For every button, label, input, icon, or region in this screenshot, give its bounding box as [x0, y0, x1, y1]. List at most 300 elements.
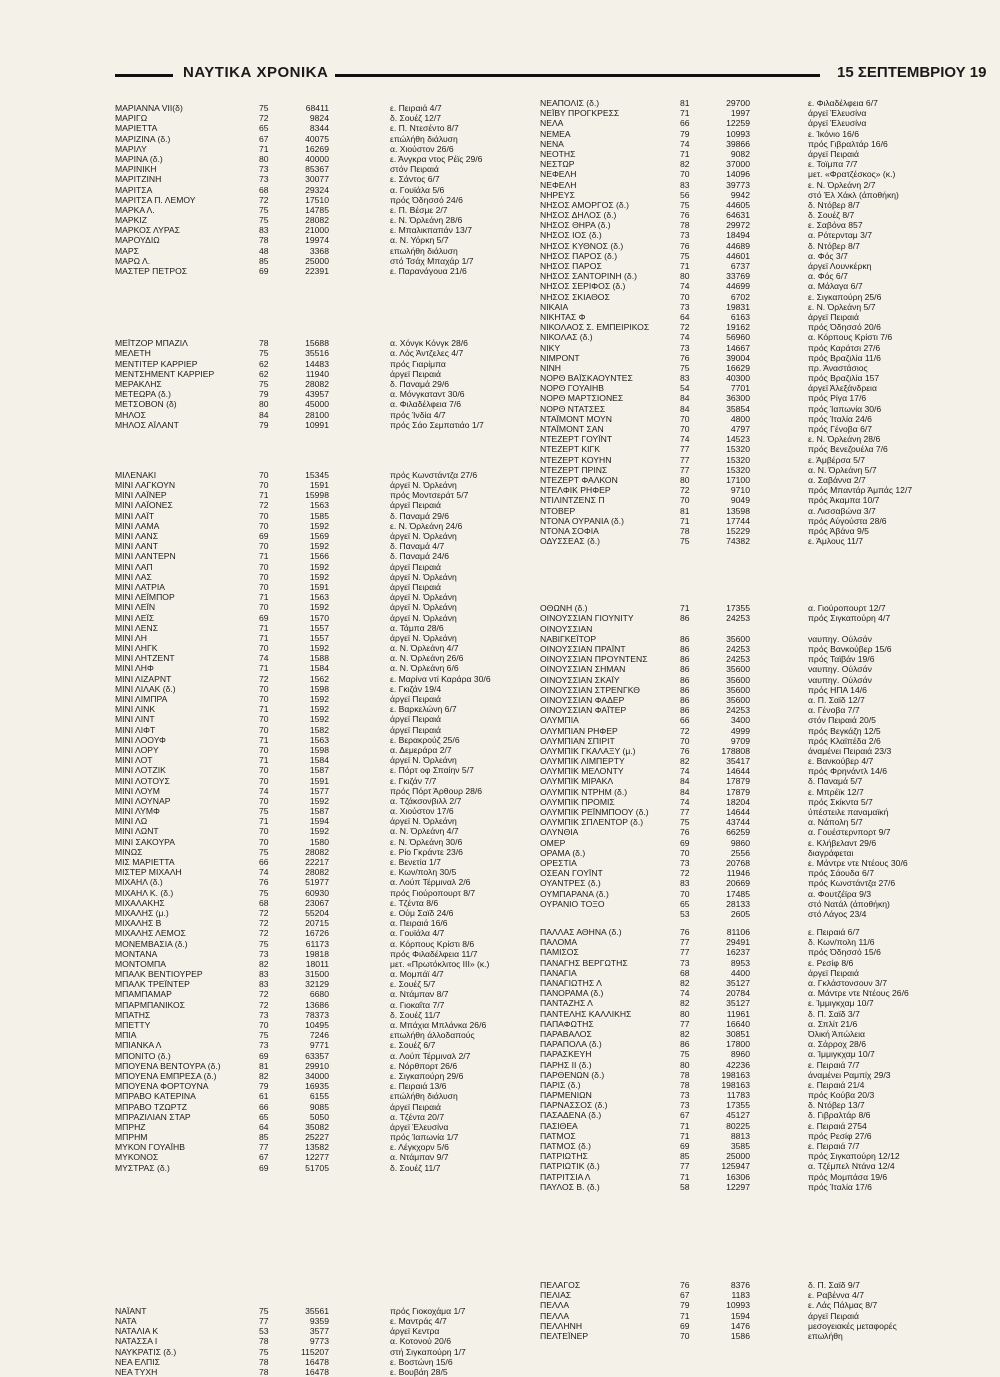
build-year: 85 — [259, 1132, 269, 1143]
ship-name: ΠΑΜΙΣΟΣ — [540, 947, 579, 958]
tonnage: 1592 — [309, 520, 329, 531]
ship-row — [540, 705, 990, 715]
tonnage: 9359 — [309, 1316, 329, 1326]
build-year: 69 — [259, 1162, 269, 1173]
build-year: 70 — [259, 683, 269, 694]
ship-status: α. Ν. Όρλεάνη 26/6 — [390, 653, 464, 664]
ship-row — [115, 348, 533, 358]
ship-name: ΟΛΥΜΠΙΚ ΠΡΟΜΙΣ — [540, 796, 615, 807]
ship-status: στό Νατάλ (άποθήκη) — [808, 898, 890, 909]
ship-name: ΝΕΪΒΥ ΠΡΟΓΚΡΕΣΣ — [540, 108, 620, 119]
tonnage: 56960 — [726, 332, 750, 343]
tonnage: 11940 — [305, 368, 329, 379]
ship-status: α. Σαβάννα 2/7 — [808, 474, 866, 485]
ship-row — [115, 359, 533, 369]
tonnage: 17510 — [305, 194, 329, 205]
build-year: 71 — [259, 704, 269, 715]
ship-status: ε. Σάντος 6/7 — [390, 174, 440, 185]
ship-status: διαγράφεται — [808, 847, 854, 858]
ship-status: ε. Ρίο Γκράντε 23/6 — [390, 846, 463, 857]
ship-name: ΠΑΡΑΒΑΛΟΣ — [540, 1028, 592, 1039]
tonnage: 9771 — [309, 1040, 329, 1051]
ship-name: ΟΙΝΟΥΣΣΙΑΝ ΦΑΪΤΕΡ — [540, 705, 627, 716]
ship-row — [540, 393, 990, 403]
ship-row — [540, 827, 990, 837]
tonnage: 1577 — [309, 785, 329, 796]
ship-status: ύπέστειλε παναμαϊκή — [808, 807, 889, 817]
tonnage: 15345 — [305, 469, 329, 480]
ship-row — [540, 958, 990, 968]
ship-row — [540, 169, 990, 179]
ship-name: ΝΗΣΟΣ ΘΗΡΑ (δ.) — [540, 220, 611, 231]
ship-status: άργεϊ Πειραιά — [390, 368, 441, 379]
ship-row — [115, 653, 533, 663]
tonnage: 9082 — [730, 148, 750, 159]
ship-status: α. Χιούστον 26/6 — [390, 143, 454, 154]
ship-row — [540, 526, 990, 536]
ship-status: άργεϊ Λουνκέρκη — [808, 261, 872, 271]
tonnage: 29700 — [726, 98, 750, 108]
ship-status: ε. Πειραιά 6/7 — [808, 927, 860, 938]
ship-row — [540, 1151, 990, 1161]
ship-status: ε. Ν. Όρλεάνη 28/6 — [390, 215, 463, 226]
ship-status: επωλήθη — [808, 1330, 843, 1341]
ship-row — [115, 1061, 533, 1071]
build-year: 75 — [680, 362, 690, 373]
ship-row — [540, 664, 990, 674]
ship-status: ε. Ούμ Σαϊδ 24/6 — [390, 907, 454, 918]
build-year: 71 — [259, 622, 269, 633]
ship-name: ΜΙΝΩΣ — [115, 846, 143, 857]
issue-date: 15 ΣΕΠΤΕΜΒΡΙΟΥ 19 — [837, 64, 987, 81]
build-year: 73 — [680, 957, 690, 968]
ship-name: ΜΕΤΕΩΡΑ (δ.) — [115, 389, 171, 400]
build-year: 77 — [680, 937, 690, 948]
tonnage: 1594 — [730, 1310, 750, 1321]
ship-row — [115, 888, 533, 898]
ship-row — [540, 603, 990, 613]
ship-status: πρός Σιγκαπούρη 4/7 — [808, 613, 891, 624]
tonnage: 9824 — [309, 113, 329, 124]
build-year: 71 — [680, 1310, 690, 1321]
ship-name: ΟΙΝΟΥΣΣΙΑΝ — [540, 623, 593, 634]
ship-row — [540, 889, 990, 899]
ship-name: ΜΠΡΑΒΟ ΚΑΤΕΡΙΝΑ — [115, 1091, 196, 1102]
build-year: 70 — [680, 495, 690, 506]
ship-row — [115, 989, 533, 999]
tonnage: 178808 — [721, 745, 750, 756]
ship-status: πρός Άβάνα 9/5 — [808, 525, 869, 536]
ship-name: ΝΗΣΟΣ ΠΑΡΟΣ (δ.) — [540, 250, 618, 261]
ship-status: πρός ΗΠΑ 14/6 — [808, 684, 867, 695]
ship-name: ΜΕΝΤΙΤΕΡ ΚΑΡΡΙΕΡ — [115, 358, 198, 369]
tonnage: 28082 — [305, 846, 329, 857]
ship-row — [115, 389, 533, 399]
ship-name: ΜΠΑΜΠΑΜΑΡ — [115, 989, 172, 1000]
ship-row — [540, 363, 990, 373]
build-year: 75 — [680, 536, 690, 547]
ship-status: ε. Σιγκαπούρη 29/6 — [390, 1070, 464, 1081]
build-year: 81 — [259, 1060, 269, 1071]
ship-status: α. Γουϊάλα 5/6 — [390, 184, 445, 195]
ship-row — [115, 1142, 533, 1152]
tonnage: 20784 — [726, 988, 750, 999]
tonnage: 1476 — [730, 1320, 750, 1331]
ship-name: ΜΠΟΝΙΤΟ (δ.) — [115, 1050, 171, 1061]
build-year: 68 — [259, 184, 269, 195]
ship-row — [115, 1112, 533, 1122]
build-year: 72 — [680, 485, 690, 496]
ship-row — [115, 256, 533, 266]
ship-name: ΝΗΣΟΣ ΙΟΣ (δ.) — [540, 230, 602, 241]
tonnage: 10495 — [305, 1020, 329, 1030]
ship-row — [115, 714, 533, 724]
tonnage: 34000 — [305, 1070, 329, 1081]
ship-name: ΜΙΝΙ ΛΥΜΦ — [115, 806, 160, 817]
tonnage: 1592 — [309, 561, 329, 572]
ship-name: ΜΑΡΙΓΩ — [115, 113, 148, 124]
ship-row — [540, 675, 990, 685]
ship-status: δ. Παναμά 24/6 — [390, 551, 450, 562]
ship-name: ΜΕΤΣΟΒΟΝ (δ) — [115, 399, 177, 410]
tonnage: 1592 — [309, 571, 329, 582]
tonnage: 4800 — [730, 413, 750, 424]
build-year: 79 — [259, 389, 269, 400]
build-year: 84 — [680, 776, 690, 787]
ship-status: α. Τζέντα 20/7 — [390, 1111, 445, 1122]
tonnage: 13686 — [305, 999, 329, 1010]
ship-name: ΝΤΑΪΜΟΝΤ ΣΑΝ — [540, 424, 604, 434]
ship-status: μετ. «Φρατζέσκος» (κ.) — [808, 169, 896, 180]
ship-status: ε. Λέγκχορν 5/6 — [390, 1142, 449, 1153]
ship-group — [115, 103, 533, 276]
build-year: 53 — [259, 1326, 269, 1337]
build-year: 80 — [680, 1008, 690, 1019]
build-year: 75 — [259, 1346, 269, 1357]
build-year: 74 — [680, 766, 690, 777]
ship-status: ε. Βουβάη 28/5 — [390, 1366, 448, 1377]
build-year: 71 — [259, 143, 269, 154]
ship-row — [540, 1080, 990, 1090]
tonnage: 85367 — [305, 164, 329, 175]
build-year: 72 — [259, 907, 269, 918]
ship-status: ε. Ίκόνιο 16/6 — [808, 128, 859, 139]
tonnage: 1592 — [309, 714, 329, 725]
ship-row — [540, 475, 990, 485]
tonnage: 1592 — [309, 541, 329, 552]
build-year: 71 — [259, 755, 269, 766]
build-year: 70 — [259, 643, 269, 654]
build-year: 75 — [259, 204, 269, 215]
ship-status: άργεϊ Πειραιά — [390, 500, 441, 511]
ship-row — [540, 200, 990, 210]
build-year: 70 — [259, 1020, 269, 1030]
ship-name: ΜΙΝΙ ΛΕΝΣ — [115, 622, 159, 633]
ship-row — [115, 1030, 533, 1040]
ship-status: α. Νάπολη 5/7 — [808, 817, 863, 828]
ship-name: ΟΡΕΣΤΙΑ — [540, 857, 577, 868]
ship-row — [115, 154, 533, 164]
ship-name: ΟΛΥΜΠΙΚ ΡΕΪΝΜΠΟΟΥ (δ.) — [540, 807, 649, 817]
build-year: 75 — [259, 103, 269, 113]
ship-status: πρ. Άναστάσιος — [808, 362, 868, 373]
tonnage: 32129 — [305, 979, 329, 990]
tonnage: 18494 — [726, 230, 750, 241]
build-year: 71 — [680, 108, 690, 119]
ship-name: ΜΙΝΙ ΛΟΤ — [115, 755, 153, 766]
build-year: 85 — [259, 255, 269, 266]
ship-status: πρός Γιοκοχάμα 1/7 — [390, 1305, 466, 1316]
build-year: 66 — [680, 715, 690, 726]
ship-name: ΟΛΥΜΠΙΚ ΛΙΜΠΕΡΤΥ — [540, 756, 625, 767]
tonnage: 18204 — [726, 796, 750, 807]
ship-row — [115, 592, 533, 602]
ship-status: α. Ντάμπαν 9/7 — [390, 1152, 449, 1163]
ship-status: πρός Βεγκάζη 12/5 — [808, 725, 881, 736]
ship-status: επώλήθη διάλυση — [390, 133, 458, 144]
ship-row — [540, 312, 990, 322]
ship-name: ΝΑΪΑΝΤ — [115, 1305, 147, 1316]
ship-status: ε. Βανκούβερ 4/7 — [808, 756, 874, 767]
build-year: 73 — [680, 301, 690, 312]
tonnage: 14483 — [305, 358, 329, 369]
ship-name: ΜΠΙΑ — [115, 1030, 137, 1041]
build-year: 77 — [680, 947, 690, 958]
build-year: 83 — [680, 878, 690, 889]
build-year: 78 — [259, 338, 269, 349]
ship-row — [540, 644, 990, 654]
ship-name: ΜΠΡΗΜ — [115, 1132, 148, 1143]
build-year: 74 — [259, 785, 269, 796]
build-year: 66 — [259, 857, 269, 867]
ship-row — [540, 1039, 990, 1049]
ship-row — [540, 817, 990, 827]
tonnage: 80225 — [726, 1120, 750, 1131]
tonnage: 35082 — [305, 1121, 329, 1132]
tonnage: 3400 — [730, 715, 750, 726]
ship-status: ε. Κων/πολη 30/5 — [390, 867, 457, 878]
ship-name: ΜΙΝΙ ΛΗ — [115, 632, 147, 643]
build-year: 78 — [680, 1079, 690, 1090]
tonnage: 10993 — [726, 1300, 750, 1311]
tonnage: 37000 — [726, 159, 750, 170]
build-year: 69 — [259, 266, 269, 276]
ship-status: ε. Κλήβελαντ 29/6 — [808, 837, 877, 848]
tonnage: 6155 — [309, 1091, 329, 1102]
ship-status: ε. Πειραιά 7/7 — [808, 1059, 860, 1070]
ship-row — [115, 144, 533, 154]
ship-name: ΝΤΙΛΙΝΤΖΕΝΣ Π — [540, 495, 605, 506]
ship-name: ΝΟΡΘ ΒΑΪΣΚΑΟΥΝΤΕΣ — [540, 373, 633, 384]
ship-name: ΜΠΟΥΕΝΑ ΒΕΝΤΟΥΡΑ (δ.) — [115, 1060, 221, 1071]
tonnage: 9085 — [309, 1101, 329, 1112]
ship-row — [540, 909, 990, 919]
tonnage: 2605 — [730, 908, 750, 919]
ship-status: α. Μόνγκαταντ 30/6 — [390, 389, 465, 400]
build-year: 73 — [680, 230, 690, 241]
build-year: 70 — [259, 744, 269, 755]
tonnage: 1566 — [309, 551, 329, 562]
tonnage: 1587 — [309, 806, 329, 817]
ship-status: πρός Γιαρίμπα — [390, 358, 446, 369]
ship-status: δ. Σουέζ 11/7 — [390, 1162, 441, 1173]
tonnage: 39866 — [726, 138, 750, 149]
ship-status: άργεϊ Ν. Όρλεάνη — [390, 755, 457, 766]
ship-row — [540, 776, 990, 786]
ship-name: ΜΙΝΙ ΛΟΡΥ — [115, 744, 159, 755]
build-year: 70 — [259, 714, 269, 725]
ship-name: ΜΑΡΟΥΔΙΩ — [115, 235, 160, 246]
build-year: 83 — [680, 179, 690, 190]
tonnage: 198163 — [721, 1079, 750, 1090]
ship-status: ε. Άμλους 11/7 — [808, 536, 864, 547]
ship-name: ΜΠΑΡΜΠΑΝΙΚΟΣ — [115, 999, 185, 1010]
ship-status: α. Φός 6/7 — [808, 271, 848, 282]
ship-name: ΝΑΤΑ — [115, 1316, 137, 1326]
tonnage: 39773 — [726, 179, 750, 190]
ship-row — [115, 969, 533, 979]
ship-name: ΜΙΝΙ ΛΟΥΜ — [115, 785, 160, 796]
tonnage: 17355 — [726, 603, 750, 614]
tonnage: 1592 — [309, 602, 329, 613]
ship-group — [115, 338, 533, 430]
ship-row — [540, 1300, 990, 1310]
build-year: 82 — [259, 1070, 269, 1081]
build-year: 74 — [680, 796, 690, 807]
build-year: 73 — [680, 1090, 690, 1101]
tonnage: 1588 — [309, 653, 329, 664]
ship-status: ναυπηγ. Ούλσάν — [808, 633, 872, 644]
tonnage: 14644 — [726, 766, 750, 777]
ship-status: πρός Ταϊβάν 19/6 — [808, 654, 875, 665]
ship-name: ΜΙΧΑΛΑΚΗΣ — [115, 897, 165, 908]
ship-row — [540, 465, 990, 475]
ship-name: ΜΙΝΙ ΛΑΪΝΕΡ — [115, 490, 167, 501]
ship-name: ΜΙΝΙ ΛΟΤΟΥΣ — [115, 775, 170, 786]
tonnage: 5050 — [309, 1111, 329, 1122]
ship-name: ΟΛΥΜΠΙΚ ΜΙΡΑΚΛ — [540, 776, 614, 787]
ship-name: ΝΤΕΖΕΡΤ ΦΑΛΚΟΝ — [540, 474, 618, 485]
tonnage: 18011 — [305, 958, 329, 969]
tonnage: 8953 — [730, 957, 750, 968]
tonnage: 23067 — [305, 897, 329, 908]
ship-status: α. Γουέστερνπορτ 9/7 — [808, 827, 891, 838]
build-year: 78 — [680, 525, 690, 536]
tonnage: 40300 — [726, 373, 750, 384]
tonnage: 35600 — [726, 664, 750, 675]
build-year: 56 — [680, 189, 690, 200]
ship-status: πρός Ρίγα 17/6 — [808, 393, 867, 404]
build-year: 77 — [680, 454, 690, 465]
ship-name: ΝΗΣΟΣ ΑΜΟΡΓΟΣ (δ.) — [540, 199, 629, 210]
build-year: 58 — [680, 1181, 690, 1192]
ship-row — [115, 857, 533, 867]
ship-name: ΠΑΛΟΜΑ — [540, 937, 578, 948]
tonnage: 11783 — [726, 1090, 750, 1101]
ship-name: ΝΗΣΟΣ ΣΕΡΙΦΟΣ (δ.) — [540, 281, 626, 292]
ship-row — [540, 485, 990, 495]
ship-name: ΠΕΛΙΑΣ — [540, 1290, 572, 1301]
ship-row — [115, 215, 533, 225]
ship-name: ΜΙΧΑΗΛ (δ.) — [115, 877, 163, 888]
build-year: 62 — [259, 368, 269, 379]
ship-status: ε. Ραβέννα 4/7 — [808, 1290, 864, 1301]
ship-name: ΟΙΝΟΥΣΣΙΑΝ ΓΙΟΥΝΙΤΥ — [540, 613, 634, 624]
tonnage: 44605 — [726, 199, 750, 210]
ship-name: ΝΙΚΟΛΑΟΣ Σ. ΕΜΠΕΙΡΙΚΟΣ — [540, 322, 650, 333]
build-year: 72 — [259, 500, 269, 511]
tonnage: 74382 — [726, 536, 750, 547]
ship-name: ΠΑΤΡΙΩΤΗΣ — [540, 1151, 588, 1162]
build-year: 84 — [680, 393, 690, 404]
ship-row — [115, 623, 533, 633]
ship-name: ΜΙΝΙ ΛΩ — [115, 816, 148, 827]
ship-row — [115, 511, 533, 521]
tonnage: 1592 — [309, 826, 329, 837]
tonnage: 16306 — [726, 1171, 750, 1182]
ship-status: επωλήθη άλλοδαπούς — [390, 1030, 475, 1041]
ship-status: πρός Μπαντάρ Άμπάς 12/7 — [808, 485, 913, 496]
ship-status: ναυπηγ. Ούλσάν — [808, 674, 872, 685]
ship-status: πρός Ίαπωνία 1/7 — [390, 1132, 459, 1143]
ship-name: ΠΕΛΛΗΝΗ — [540, 1320, 583, 1331]
build-year: 80 — [680, 271, 690, 282]
ship-name: ΜΥΚΟΝΟΣ — [115, 1152, 159, 1163]
tonnage: 19162 — [726, 322, 750, 333]
ship-name: ΜΑΡΙΕΤΤΑ — [115, 123, 158, 134]
build-year: 73 — [680, 342, 690, 353]
tonnage: 16237 — [726, 947, 750, 958]
tonnage: 35516 — [305, 348, 329, 359]
tonnage: 1591 — [309, 581, 329, 592]
ship-name: ΜΙΝΙ ΛΑΜΑ — [115, 520, 160, 531]
ship-status: άργεϊ Ν. Όρλεάνη — [390, 592, 457, 603]
tonnage: 16640 — [726, 1018, 750, 1029]
ship-row — [540, 947, 990, 957]
tonnage: 1569 — [309, 531, 329, 541]
ship-name: ΜΑΡΙΝΙΚΗ — [115, 164, 157, 175]
tonnage: 17879 — [726, 776, 750, 787]
ship-row — [540, 858, 990, 868]
ship-status: α. Μπάχια Μπλάνκα 26/6 — [390, 1020, 487, 1030]
ship-status: άργεϊ Ν. Όρλεάνη — [390, 816, 457, 827]
ship-status: πρός Όδησσό 15/6 — [808, 947, 881, 958]
ship-row — [115, 103, 533, 113]
ship-row — [540, 281, 990, 291]
ship-status: ε. Μάντρε ντε Ντέους 30/6 — [808, 857, 908, 868]
ship-status: α. Λούπ Τέρμιναλ 2/7 — [390, 1050, 471, 1061]
tonnage: 1584 — [309, 755, 329, 766]
ship-row — [115, 410, 533, 420]
ship-status: α. Γκλάστονσουν 3/7 — [808, 978, 887, 988]
ship-status: πρός Άκαμπα 10/7 — [808, 495, 880, 506]
build-year: 86 — [680, 664, 690, 675]
build-year: 77 — [259, 1316, 269, 1326]
build-year: 78 — [259, 1366, 269, 1377]
header-rule-right — [335, 74, 820, 77]
tonnage: 14644 — [726, 807, 750, 817]
ship-row — [540, 746, 990, 756]
ship-row — [540, 1121, 990, 1131]
ship-row — [115, 174, 533, 184]
ship-status: α. Φουτζέϊρα 9/3 — [808, 888, 872, 899]
tonnage: 35600 — [726, 684, 750, 695]
ship-status: α. Σάρροχ 28/6 — [808, 1039, 866, 1050]
ship-status: άναμένει Ραμπίχ 29/3 — [808, 1069, 891, 1080]
ship-name: ΝΙΚΑΙΑ — [540, 301, 569, 312]
ship-row — [540, 766, 990, 776]
ship-status: άργεϊ Ν. Όρλεάνη — [390, 602, 457, 613]
